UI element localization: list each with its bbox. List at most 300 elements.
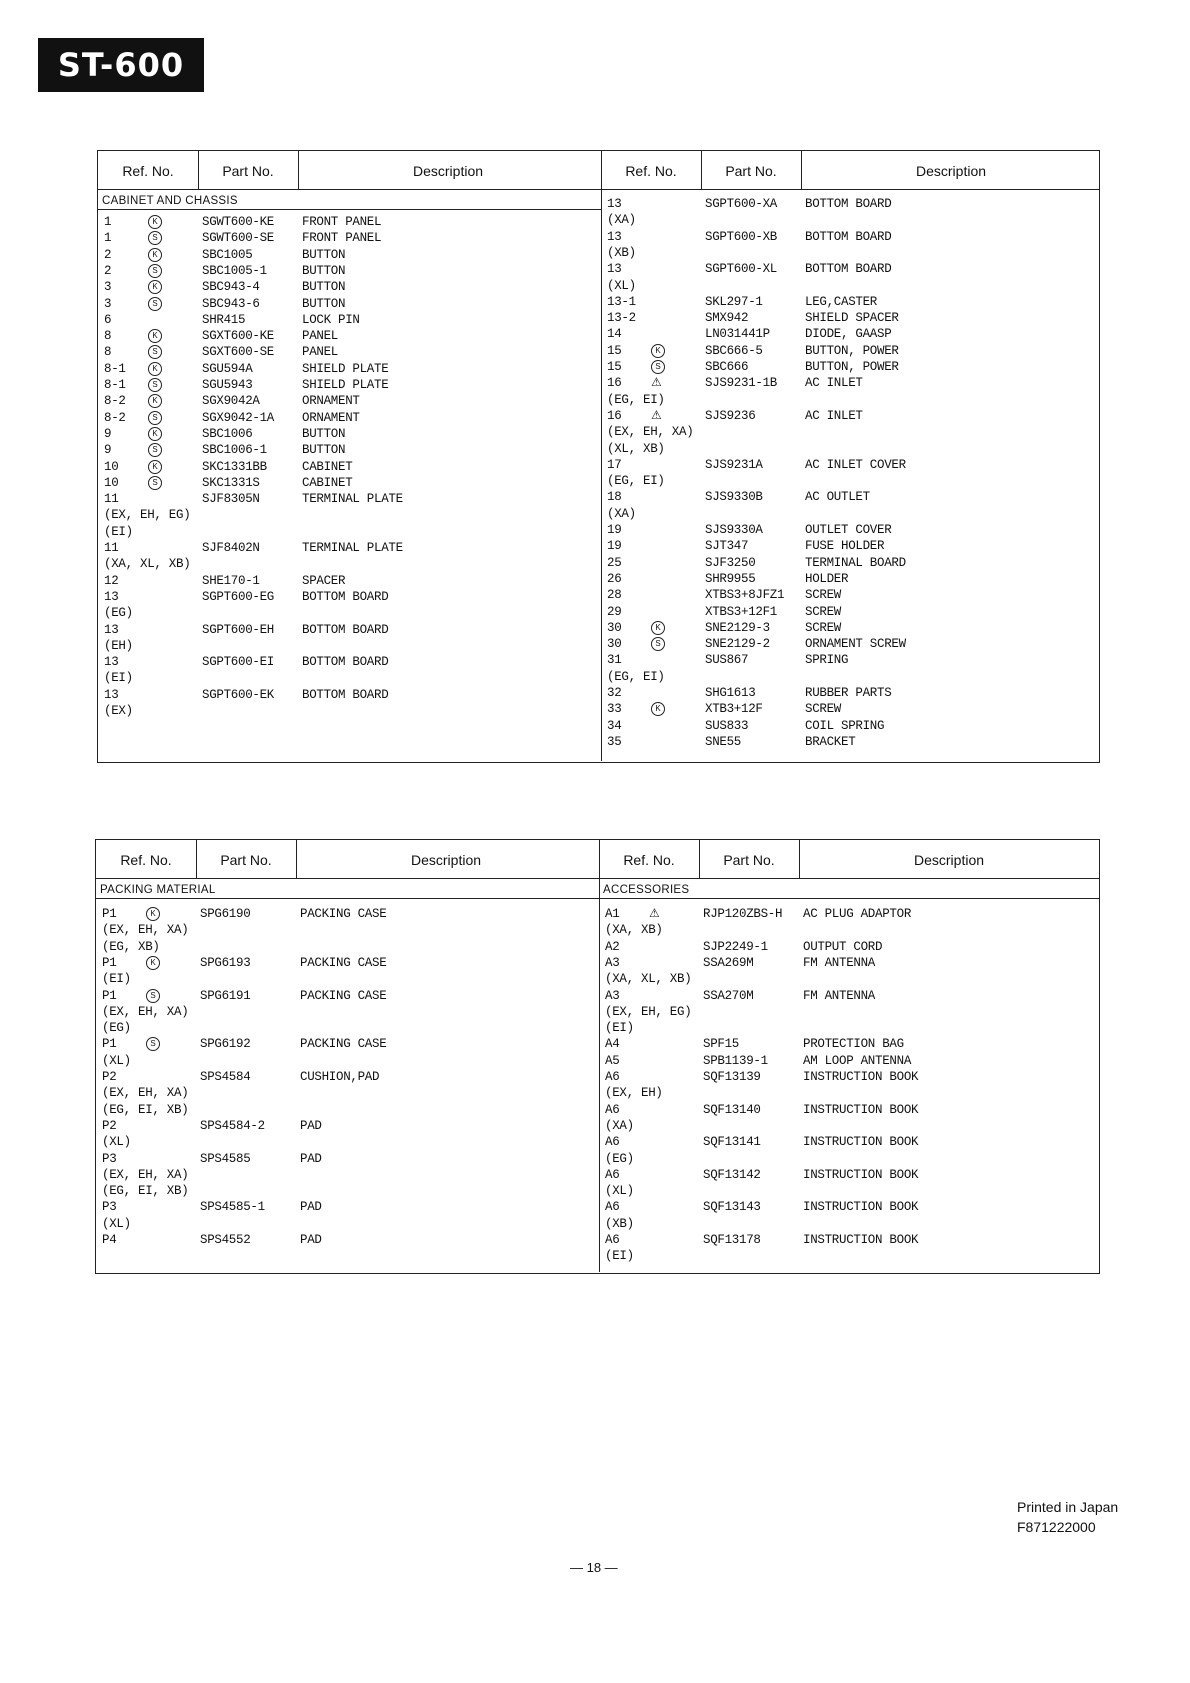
- ref-no: 13: [104, 623, 119, 637]
- part-no: SGPT600-EI: [202, 655, 275, 669]
- ref-no: 14: [607, 327, 622, 341]
- ref-no: 15: [607, 360, 622, 374]
- ref-no: 1: [104, 231, 112, 245]
- part-no: SJS9231-1B: [705, 376, 778, 390]
- part-no: SKC1331BB: [202, 460, 267, 474]
- ref-no: 10: [104, 476, 119, 490]
- description: SHIELD PLATE: [302, 378, 389, 392]
- part-no: SBC1006-1: [202, 443, 267, 457]
- part-no: SPF15: [703, 1037, 740, 1051]
- description: OUTLET COVER: [805, 523, 892, 537]
- description: SCREW: [805, 605, 842, 619]
- part-no: SGPT600-XA: [705, 197, 778, 211]
- ref-no: 11: [104, 492, 119, 506]
- region-k-mark-icon: K: [148, 248, 162, 262]
- header-part: Part No.: [723, 852, 775, 868]
- ref-no: 10: [104, 460, 119, 474]
- description: ORNAMENT: [302, 411, 360, 425]
- description: PAD: [300, 1233, 322, 1247]
- ref-no: (EX, EH, XA): [607, 425, 694, 439]
- part-no: SJS9330A: [705, 523, 763, 537]
- part-no: SGPT600-EH: [202, 623, 275, 637]
- ref-no: (EX, EH, XA): [102, 1168, 189, 1182]
- ref-no: A1: [605, 907, 620, 921]
- ref-no: 19: [607, 539, 622, 553]
- ref-no: 13: [607, 197, 622, 211]
- part-no: SGU594A: [202, 362, 253, 376]
- safety-warning-icon: ⚠: [649, 906, 660, 920]
- ref-no: 25: [607, 556, 622, 570]
- ref-no: A4: [605, 1037, 620, 1051]
- part-no: SBC943-6: [202, 297, 260, 311]
- ref-no: (XA, XB): [605, 923, 663, 937]
- part-no: SGXT600-SE: [202, 345, 275, 359]
- ref-no: (EG): [104, 606, 133, 620]
- part-no: SQF13141: [703, 1135, 761, 1149]
- description: FM ANTENNA: [803, 956, 876, 970]
- region-k-mark-icon: K: [148, 280, 162, 294]
- description: BOTTOM BOARD: [302, 655, 389, 669]
- description: SHIELD SPACER: [805, 311, 899, 325]
- description: BOTTOM BOARD: [302, 623, 389, 637]
- region-s-mark-icon: S: [148, 297, 162, 311]
- description: BUTTON, POWER: [805, 360, 899, 374]
- ref-no: A3: [605, 956, 620, 970]
- description: INSTRUCTION BOOK: [803, 1070, 919, 1084]
- header-desc: Description: [410, 852, 482, 868]
- ref-no: P2: [102, 1070, 117, 1084]
- part-no: SJS9236: [705, 409, 756, 423]
- section-title: PACKING MATERIAL: [100, 884, 216, 896]
- description: SCREW: [805, 588, 842, 602]
- header-divider: [799, 840, 800, 878]
- ref-no: (EX): [104, 704, 133, 718]
- description: SPACER: [302, 574, 346, 588]
- header-part: Part No.: [222, 163, 274, 179]
- table-header: [98, 151, 1099, 190]
- region-s-mark-icon: S: [651, 360, 665, 374]
- section-divider: [96, 898, 599, 899]
- ref-no: 16: [607, 376, 622, 390]
- part-no: SSA270M: [703, 989, 754, 1003]
- ref-no: (EG, EI, XB): [102, 1184, 189, 1198]
- part-no: SQF13142: [703, 1168, 761, 1182]
- header-divider: [699, 840, 700, 878]
- description: SCREW: [805, 702, 842, 716]
- region-s-mark-icon: S: [148, 231, 162, 245]
- description: AC PLUG ADAPTOR: [803, 907, 912, 921]
- region-s-mark-icon: S: [148, 264, 162, 278]
- header-desc: Description: [915, 163, 987, 179]
- description: INSTRUCTION BOOK: [803, 1233, 919, 1247]
- ref-no: 8-1: [104, 378, 126, 392]
- ref-no: (EG): [605, 1152, 634, 1166]
- page-number: — 18 —: [570, 1560, 618, 1575]
- header-divider: [801, 151, 802, 189]
- ref-no: 26: [607, 572, 622, 586]
- part-no: SPS4584-2: [200, 1119, 265, 1133]
- description: PACKING CASE: [300, 989, 387, 1003]
- description: BUTTON, POWER: [805, 344, 899, 358]
- table-header: [96, 840, 1099, 879]
- part-no: SMX942: [705, 311, 749, 325]
- header-desc: Description: [913, 852, 985, 868]
- description: AC INLET COVER: [805, 458, 906, 472]
- part-no: SJF8402N: [202, 541, 260, 555]
- part-no: SSA269M: [703, 956, 754, 970]
- description: PACKING CASE: [300, 956, 387, 970]
- ref-no: (EX, EH, EG): [605, 1005, 692, 1019]
- description: TERMINAL PLATE: [302, 492, 403, 506]
- description: RUBBER PARTS: [805, 686, 892, 700]
- region-k-mark-icon: K: [148, 329, 162, 343]
- part-no: SGWT600-KE: [202, 215, 275, 229]
- part-no: SBC1005-1: [202, 264, 267, 278]
- part-no: SPG6192: [200, 1037, 251, 1051]
- region-k-mark-icon: K: [148, 362, 162, 376]
- part-no: SNE2129-2: [705, 637, 770, 651]
- parts-table-cabinet: [97, 150, 1100, 763]
- part-no: SGXT600-KE: [202, 329, 275, 343]
- region-s-mark-icon: S: [651, 637, 665, 651]
- ref-no: 35: [607, 735, 622, 749]
- ref-no: (EI): [104, 525, 133, 539]
- description: LOCK PIN: [302, 313, 360, 327]
- ref-no: 18: [607, 490, 622, 504]
- header-divider: [298, 151, 299, 189]
- part-no: SHG1613: [705, 686, 756, 700]
- description: FUSE HOLDER: [805, 539, 885, 553]
- region-k-mark-icon: K: [651, 702, 665, 716]
- region-s-mark-icon: S: [146, 1037, 160, 1051]
- part-no: XTB3+12F: [705, 702, 763, 716]
- ref-no: (EG, EI): [607, 393, 665, 407]
- part-no: SNE55: [705, 735, 742, 749]
- ref-no: 13: [104, 655, 119, 669]
- ref-no: 30: [607, 637, 622, 651]
- part-no: SBC666-5: [705, 344, 763, 358]
- ref-no: (XL): [605, 1184, 634, 1198]
- region-s-mark-icon: S: [148, 476, 162, 490]
- part-no: SBC1005: [202, 248, 253, 262]
- ref-no: (EG, EI): [607, 670, 665, 684]
- region-s-mark-icon: S: [148, 378, 162, 392]
- ref-no: 9: [104, 427, 112, 441]
- ref-no: 12: [104, 574, 119, 588]
- description: BUTTON: [302, 427, 346, 441]
- ref-no: 33: [607, 702, 622, 716]
- ref-no: (EX, EH, XA): [102, 1086, 189, 1100]
- region-k-mark-icon: K: [148, 460, 162, 474]
- ref-no: 13: [607, 262, 622, 276]
- ref-no: A6: [605, 1168, 620, 1182]
- header-part: Part No.: [220, 852, 272, 868]
- description: PAD: [300, 1119, 322, 1133]
- description: PANEL: [302, 345, 339, 359]
- model-badge: ST-600: [38, 38, 204, 92]
- ref-no: (XA): [607, 213, 636, 227]
- description: TERMINAL PLATE: [302, 541, 403, 555]
- ref-no: 32: [607, 686, 622, 700]
- description: PACKING CASE: [300, 1037, 387, 1051]
- ref-no: (EG, EI, XB): [102, 1103, 189, 1117]
- ref-no: 31: [607, 653, 622, 667]
- ref-no: (EX, EH, XA): [102, 1005, 189, 1019]
- header-divider: [701, 151, 702, 189]
- ref-no: (XL): [102, 1217, 131, 1231]
- ref-no: (EI): [104, 671, 133, 685]
- ref-no: 19: [607, 523, 622, 537]
- ref-no: 17: [607, 458, 622, 472]
- region-k-mark-icon: K: [148, 215, 162, 229]
- ref-no: (EI): [605, 1021, 634, 1035]
- ref-no: 13: [104, 688, 119, 702]
- ref-no: A6: [605, 1233, 620, 1247]
- part-no: SGPT600-EG: [202, 590, 275, 604]
- ref-no: P1: [102, 989, 117, 1003]
- ref-no: 30: [607, 621, 622, 635]
- part-no: SUS833: [705, 719, 749, 733]
- ref-no: 2: [104, 248, 112, 262]
- part-no: SHR415: [202, 313, 246, 327]
- ref-no: A6: [605, 1070, 620, 1084]
- ref-no: (XA, XL, XB): [605, 972, 692, 986]
- description: SCREW: [805, 621, 842, 635]
- part-no: SPG6193: [200, 956, 251, 970]
- ref-no: A2: [605, 940, 620, 954]
- header-part: Part No.: [725, 163, 777, 179]
- description: LEG,CASTER: [805, 295, 878, 309]
- ref-no: 34: [607, 719, 622, 733]
- part-no: SGX9042A: [202, 394, 260, 408]
- ref-no: 3: [104, 297, 112, 311]
- safety-warning-icon: ⚠: [651, 408, 662, 422]
- header-divider: [196, 840, 197, 878]
- description: AM LOOP ANTENNA: [803, 1054, 912, 1068]
- parts-table-packing: [95, 839, 1100, 1274]
- section-title: CABINET AND CHASSIS: [102, 195, 238, 207]
- part-no: SNE2129-3: [705, 621, 770, 635]
- region-s-mark-icon: S: [146, 989, 160, 1003]
- ref-no: (XL): [102, 1054, 131, 1068]
- ref-no: A5: [605, 1054, 620, 1068]
- description: BOTTOM BOARD: [805, 197, 892, 211]
- ref-no: P1: [102, 907, 117, 921]
- part-no: SBC1006: [202, 427, 253, 441]
- header-desc: Description: [412, 163, 484, 179]
- part-no: SGU5943: [202, 378, 253, 392]
- ref-no: (EX, EH, XA): [102, 923, 189, 937]
- ref-no: (EI): [102, 972, 131, 986]
- ref-no: 1: [104, 215, 112, 229]
- header-ref: Ref. No.: [625, 163, 677, 179]
- region-s-mark-icon: S: [148, 443, 162, 457]
- ref-no: (XL): [102, 1135, 131, 1149]
- ref-no: (EG, XB): [102, 940, 160, 954]
- ref-no: P2: [102, 1119, 117, 1133]
- description: AC INLET: [805, 376, 863, 390]
- description: PROTECTION BAG: [803, 1037, 904, 1051]
- part-no: SGWT600-SE: [202, 231, 275, 245]
- region-s-mark-icon: S: [148, 411, 162, 425]
- description: ORNAMENT SCREW: [805, 637, 906, 651]
- description: AC OUTLET: [805, 490, 870, 504]
- ref-no: A6: [605, 1103, 620, 1117]
- part-no: SGPT600-XL: [705, 262, 778, 276]
- ref-no: (EG, EI): [607, 474, 665, 488]
- description: PACKING CASE: [300, 907, 387, 921]
- header-divider: [296, 840, 297, 878]
- safety-warning-icon: ⚠: [651, 375, 662, 389]
- ref-no: (XB): [607, 246, 636, 260]
- description: COIL SPRING: [805, 719, 885, 733]
- ref-no: (XL, XB): [607, 442, 665, 456]
- description: CABINET: [302, 476, 353, 490]
- description: SPRING: [805, 653, 849, 667]
- ref-no: 6: [104, 313, 112, 327]
- ref-no: 29: [607, 605, 622, 619]
- part-no: SQF13140: [703, 1103, 761, 1117]
- ref-no: 13-1: [607, 295, 636, 309]
- description: HOLDER: [805, 572, 849, 586]
- ref-no: (EH): [104, 639, 133, 653]
- ref-no: P1: [102, 1037, 117, 1051]
- header-ref: Ref. No.: [122, 163, 174, 179]
- part-no: XTBS3+8JFZ1: [705, 588, 785, 602]
- description: SHIELD PLATE: [302, 362, 389, 376]
- ref-no: (XB): [605, 1217, 634, 1231]
- part-no: SJS9330B: [705, 490, 763, 504]
- part-no: SHE170-1: [202, 574, 260, 588]
- part-no: SJT347: [705, 539, 749, 553]
- part-no: SBC943-4: [202, 280, 260, 294]
- description: INSTRUCTION BOOK: [803, 1103, 919, 1117]
- region-k-mark-icon: K: [148, 427, 162, 441]
- description: CABINET: [302, 460, 353, 474]
- description: INSTRUCTION BOOK: [803, 1135, 919, 1149]
- ref-no: 11: [104, 541, 119, 555]
- ref-no: 8-2: [104, 411, 126, 425]
- description: PAD: [300, 1200, 322, 1214]
- region-k-mark-icon: K: [651, 344, 665, 358]
- header-ref: Ref. No.: [623, 852, 675, 868]
- description: BOTTOM BOARD: [805, 262, 892, 276]
- ref-no: 13: [607, 230, 622, 244]
- part-no: SBC666: [705, 360, 749, 374]
- ref-no: A6: [605, 1200, 620, 1214]
- part-no: LN031441P: [705, 327, 770, 341]
- header-ref: Ref. No.: [120, 852, 172, 868]
- ref-no: 3: [104, 280, 112, 294]
- description: BOTTOM BOARD: [805, 230, 892, 244]
- part-no: SGPT600-XB: [705, 230, 778, 244]
- document-code: F871222000: [1017, 1519, 1096, 1535]
- ref-no: 8: [104, 329, 112, 343]
- description: BOTTOM BOARD: [302, 590, 389, 604]
- part-no: SPS4585: [200, 1152, 251, 1166]
- ref-no: A6: [605, 1135, 620, 1149]
- description: INSTRUCTION BOOK: [803, 1168, 919, 1182]
- part-no: SHR9955: [705, 572, 756, 586]
- ref-no: (EG): [102, 1021, 131, 1035]
- description: DIODE, GAASP: [805, 327, 892, 341]
- part-no: RJP120ZBS-H: [703, 907, 783, 921]
- description: BOTTOM BOARD: [302, 688, 389, 702]
- description: BUTTON: [302, 248, 346, 262]
- ref-no: 28: [607, 588, 622, 602]
- description: FM ANTENNA: [803, 989, 876, 1003]
- section-divider: [599, 898, 1099, 899]
- section-title: ACCESSORIES: [603, 884, 690, 896]
- ref-no: P3: [102, 1152, 117, 1166]
- description: ORNAMENT: [302, 394, 360, 408]
- part-no: SJS9231A: [705, 458, 763, 472]
- ref-no: 8-1: [104, 362, 126, 376]
- ref-no: (EI): [605, 1249, 634, 1263]
- section-divider: [98, 209, 601, 210]
- description: BRACKET: [805, 735, 856, 749]
- part-no: SQF13178: [703, 1233, 761, 1247]
- description: CUSHION,PAD: [300, 1070, 380, 1084]
- part-no: SPG6190: [200, 907, 251, 921]
- part-no: SGX9042-1A: [202, 411, 275, 425]
- ref-no: A3: [605, 989, 620, 1003]
- region-k-mark-icon: K: [148, 394, 162, 408]
- description: FRONT PANEL: [302, 231, 382, 245]
- description: FRONT PANEL: [302, 215, 382, 229]
- header-divider: [198, 151, 199, 189]
- description: AC INLET: [805, 409, 863, 423]
- ref-no: (EX, EH): [605, 1086, 663, 1100]
- description: OUTPUT CORD: [803, 940, 883, 954]
- ref-no: (EX, EH, EG): [104, 508, 191, 522]
- region-k-mark-icon: K: [146, 956, 160, 970]
- description: BUTTON: [302, 443, 346, 457]
- description: TERMINAL BOARD: [805, 556, 906, 570]
- ref-no: (XL): [607, 279, 636, 293]
- part-no: SQF13143: [703, 1200, 761, 1214]
- ref-no: 15: [607, 344, 622, 358]
- region-s-mark-icon: S: [148, 345, 162, 359]
- part-no: SJF3250: [705, 556, 756, 570]
- ref-no: (XA, XL, XB): [104, 557, 191, 571]
- description: BUTTON: [302, 264, 346, 278]
- ref-no: (XA): [605, 1119, 634, 1133]
- ref-no: 16: [607, 409, 622, 423]
- part-no: SJP2249-1: [703, 940, 768, 954]
- ref-no: 2: [104, 264, 112, 278]
- description: PAD: [300, 1152, 322, 1166]
- ref-no: 13: [104, 590, 119, 604]
- ref-no: 8-2: [104, 394, 126, 408]
- part-no: SKC1331S: [202, 476, 260, 490]
- part-no: SPG6191: [200, 989, 251, 1003]
- ref-no: P1: [102, 956, 117, 970]
- part-no: SUS867: [705, 653, 749, 667]
- part-no: SGPT600-EK: [202, 688, 275, 702]
- part-no: SPS4552: [200, 1233, 251, 1247]
- ref-no: (XA): [607, 507, 636, 521]
- ref-no: P4: [102, 1233, 117, 1247]
- part-no: SKL297-1: [705, 295, 763, 309]
- ref-no: 8: [104, 345, 112, 359]
- ref-no: P3: [102, 1200, 117, 1214]
- printed-in-japan: Printed in Japan: [1017, 1499, 1119, 1515]
- part-no: XTBS3+12F1: [705, 605, 778, 619]
- part-no: SQF13139: [703, 1070, 761, 1084]
- center-divider: [601, 151, 602, 761]
- ref-no: 13-2: [607, 311, 636, 325]
